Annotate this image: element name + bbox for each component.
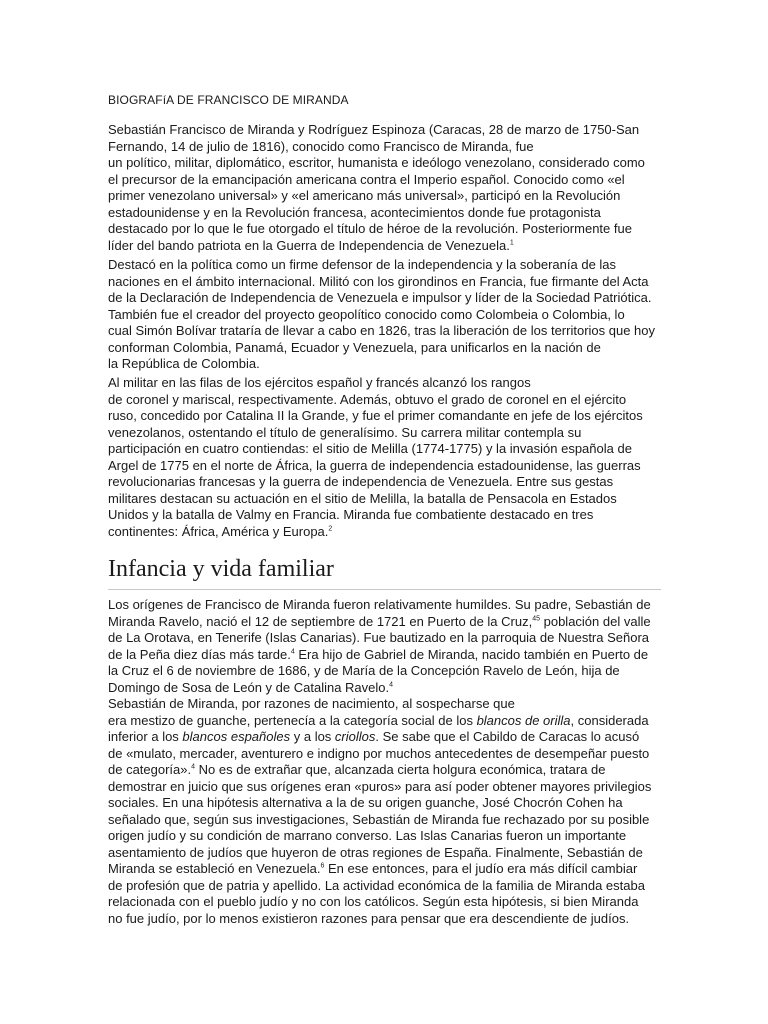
paragraph-text — [108, 597, 668, 696]
footnote-ref[interactable]: 4 — [290, 648, 295, 656]
intro-paragraph-3 — [108, 375, 668, 540]
footnote-ref[interactable]: 4 — [389, 681, 394, 689]
paragraph-body: Destacó en la política como un firme defensor de la independencia y la soberanía de las naciones en el ámbito internacional. Militó con los girondinos en Francia, fue firmante del Acta de la Declaración de Independencia de Venezuela e impulsor y líder de la Sociedad Patriótica. También fue el creador del proyecto geopolítico conocido como Colombeia o Colombia, lo cual Simón Bolívar trataría de llevar a cabo en 1826, tras la liberación de los territorios que hoy conforman Colombia, Panamá, Ecuador y Venezuela, para unificarlos en la nación de la República de Colombia. — [108, 257, 656, 371]
italic-term: criollos — [334, 729, 376, 744]
paragraph-text — [108, 122, 668, 254]
footnote-ref[interactable]: 6 — [320, 862, 325, 870]
paragraph-body: Era hijo de Gabriel de Miranda, nacido también en Puerto de la Cruz el 6 de noviembre de 1686, y de María de la Concepción Ravelo de León, hija de Domingo de Sosa de León y de Catalina Ravelo. — [108, 646, 649, 695]
footnote-ref[interactable]: 4 — [191, 763, 196, 771]
section-heading: Infancia y vida familiar — [108, 556, 661, 590]
italic-term: blancos de orilla — [476, 712, 571, 728]
family-paragraph-2 — [108, 696, 668, 927]
intro-paragraph-1 — [108, 122, 668, 254]
footnote-ref[interactable]: 45 — [532, 615, 540, 623]
italic-term: blancos españoles — [182, 729, 291, 744]
footnote-ref[interactable]: 2 — [328, 525, 333, 533]
paragraph-body: Los orígenes de Francisco de Miranda fueron relativamente humildes. Su padre, Sebastián de Miranda Ravelo, nació el 12 de septiembre de 1721 en Puerto de la Cruz, — [108, 597, 651, 629]
document-title: BIOGRAFíA DE FRANCISCO DE MIRANDA — [108, 93, 349, 107]
family-paragraph-1 — [108, 597, 668, 696]
paragraph-body: En ese entonces, para el judío era más difícil cambiar de profesión que de patria y apellido. La actividad económica de la familia de Miranda estaba relacionada con el pueblo judío y no con los católicos. Según esta hipótesis, si bien Miranda no fue judío, por lo menos existieron razones para pensar que era descendiente de judíos. — [108, 861, 645, 926]
paragraph-body: Al militar en las filas de los ejércitos español y francés alcanzó los rangos de coronel y mariscal, respectivamente. Además, obtuvo el grado de coronel en el ejército ruso, concedido por Catalina II la Grande, y fue el primer comandante en jefe de los ejércitos venezolanos, ostentando el título de generalísimo. Su carrera militar contempla su participación en cuatro contiendas: el sitio de Melilla (1774-1775) y la invasión española de Argel de 1775 en el norte de África, la guerra de independencia estadounidense, las guerras revolucionarias francesas y la guerra de independencia de Venezuela. Entre sus gestas militares destacan su actuación en el sitio de Melilla, la batalla de Pensacola en Estados Unidos y la batalla de Valmy en Francia. Miranda fue combatiente destacado en tres continentes: África, América y Europa. — [108, 375, 643, 539]
paragraph-body: Sebastián Francisco de Miranda y Rodríguez Espinoza (Caracas, 28 de marzo de 1750-San Fernando, 14 de julio de 1816), conocido como Francisco de Miranda, fue un político, militar, diplomático, escritor, humanista e ideólogo venezolano, considerado como el precursor de la emancipación americana contra el Imperio español. Conocido como «el primer venezolano universal» y «el americano más universal», participó en la Revolución estadounidense y en la Revolución francesa, acontecimientos donde fue protagonista destacado por lo que le fue otorgado el título de héroe de la revolución. Posteriormente fue líder del bando patriota en la Guerra de Independencia de Venezuela. — [108, 122, 645, 253]
paragraph-text — [108, 257, 668, 373]
intro-paragraph-2 — [108, 257, 668, 373]
paragraph-body: y a los — [290, 729, 335, 744]
paragraph-text — [108, 696, 668, 927]
paragraph-body: , considerada inferior a los — [108, 712, 649, 744]
footnote-ref[interactable]: 1 — [509, 239, 514, 247]
paragraph-body: población del valle de La Orotava, en Tenerife (Islas Canarias). Fue bautizado en la parroquia de Nuestra Señora de la Peña diez días más tarde. — [108, 613, 651, 662]
paragraph-body: No es de extrañar que, alcanzada cierta holgura económica, tratara de demostrar en juicio que sus orígenes eran «puros» para así poder obtener mayores privilegios sociales. En una hipótesis alternativa a la de su origen guanche, José Chocrón Cohen ha señalado que, según sus investigaciones, Sebastián de Miranda fue rechazado por su posible origen judío y su condición de marrano converso. Las Islas Canarias fueron un importante asentamiento de judíos que huyeron de otras regiones de España. Finalmente, Sebastián de Miranda se estableció en Venezuela. — [108, 762, 652, 876]
paragraph-body: Sebastián de Miranda, por razones de nacimiento, al sospecharse que era mestizo de guanche, pertenecía a la categoría social de los — [108, 696, 515, 728]
paragraph-body: . Se sabe que el Cabildo de Caracas lo acusó de «mulato, mercader, aventurero e indigno por muchos antecedentes de desempeñar puesto de categoría». — [108, 729, 650, 777]
paragraph-text — [108, 375, 668, 540]
